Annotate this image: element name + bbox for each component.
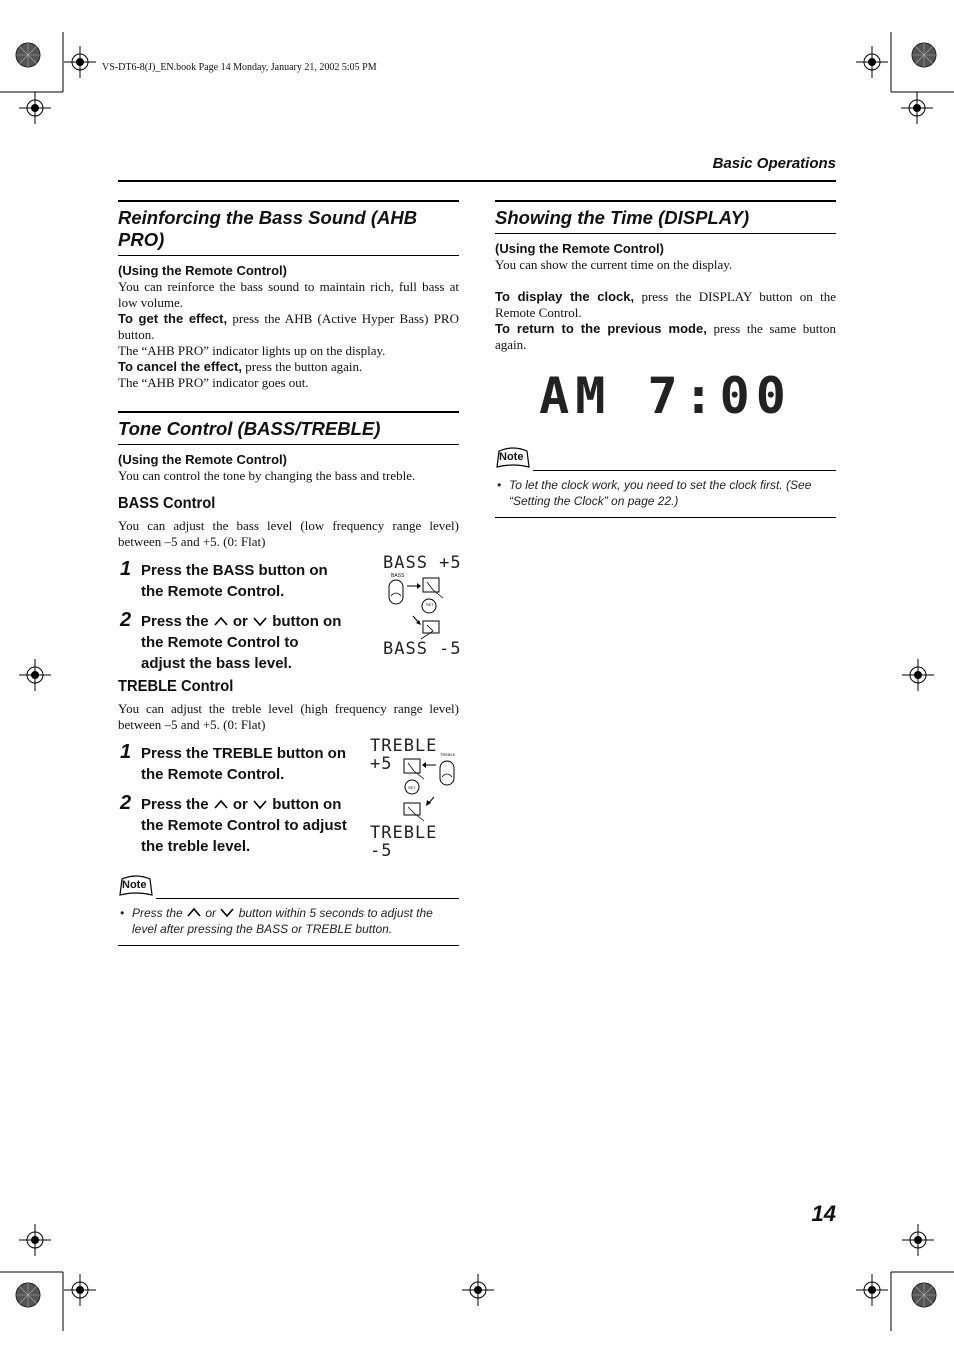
- treble-display-top: TREBLE +5: [370, 736, 438, 774]
- treble-step-1: [118, 743, 353, 785]
- bass-button-label: BASS: [391, 573, 405, 579]
- down-chevron-icon: [252, 798, 268, 810]
- treble-step-2: [118, 794, 353, 857]
- get-lead: To get the effect,: [118, 311, 228, 326]
- book-header: VS-DT6-8(J)_EN.book Page 14 Monday, January 21, 2002 5:05 PM: [102, 62, 377, 73]
- registration-mark-icon: [902, 1224, 934, 1256]
- step-text: or: [228, 613, 253, 630]
- bass-section-intro: You can reinforce the bass sound to maintain rich, full bass at low volume.: [118, 279, 459, 310]
- hand-press-icon: [383, 576, 463, 648]
- registration-mark-icon: [901, 92, 933, 124]
- step-text: Press the: [141, 613, 213, 630]
- tone-section-intro: You can control the tone by changing the bass and treble.: [118, 468, 416, 483]
- registration-mark-icon: [19, 92, 51, 124]
- step-number: 2: [120, 609, 132, 631]
- bass-step-2: [118, 611, 343, 674]
- treble-control-heading: TREBLE Control: [118, 678, 234, 695]
- registration-mark-icon: [64, 1274, 96, 1306]
- bass-control-heading: BASS Control: [118, 495, 216, 512]
- note-text: button within 5 seconds to adjust the level after pressing the BASS or TREBLE button.: [132, 906, 433, 936]
- note-label: Note: [499, 451, 524, 463]
- registration-mark-icon: [64, 46, 96, 78]
- note-text: Press the: [132, 906, 187, 920]
- registration-mark-icon: [19, 659, 51, 691]
- note-bullet: •: [120, 906, 125, 920]
- tone-section-subhead: (Using the Remote Control): [118, 452, 287, 467]
- tone-section-title: Tone Control (BASS/TREBLE): [118, 411, 459, 445]
- note-bullet: •: [497, 478, 502, 492]
- registration-mark-icon: [902, 659, 934, 691]
- indicator-off-text: The “AHB PRO” indicator goes out.: [118, 375, 309, 390]
- top-rule: [118, 180, 836, 182]
- display-note: [495, 447, 836, 518]
- display-clock-instruction: [495, 289, 836, 321]
- clock-lead: To display the clock,: [495, 289, 635, 304]
- return-lead: To return to the previous mode,: [495, 321, 707, 336]
- cancel-lead: To cancel the effect,: [118, 359, 243, 374]
- left-column: [118, 200, 462, 946]
- return-text: press the same button again.: [495, 321, 836, 352]
- indicator-on-text: The “AHB PRO” indicator lights up on the display.: [118, 343, 386, 358]
- bass-section-title: Reinforcing the Bass Sound (AHB PRO): [118, 200, 459, 256]
- bass-section-subhead: (Using the Remote Control): [118, 263, 287, 278]
- registration-mark-icon: [856, 1274, 888, 1306]
- bass-section-get: [118, 311, 459, 343]
- bass-display-bottom: BASS -5: [383, 639, 462, 659]
- registration-mark-icon: [856, 46, 888, 78]
- hand-press-icon: [370, 755, 460, 827]
- clock-display: AM 7:00: [539, 367, 792, 425]
- treble-illustration: [370, 736, 460, 861]
- treble-display-bottom: TREBLE -5: [370, 823, 438, 861]
- step-number: 2: [120, 792, 132, 814]
- set-label: SET: [408, 785, 416, 790]
- note-text: To let the clock work, you need to set the clock first. (See “Setting the Clock” on page 22.): [509, 478, 812, 508]
- treble-button-label: TREBLE: [440, 752, 456, 757]
- step-text: button on the Remote Control to adjust the treble level.: [141, 796, 347, 855]
- note-label: Note: [122, 879, 147, 891]
- up-chevron-icon: [213, 798, 229, 810]
- section-header: Basic Operations: [712, 155, 836, 172]
- step-number: 1: [120, 741, 132, 763]
- step-number: 1: [120, 558, 132, 580]
- display-note-text: [495, 471, 836, 518]
- display-section-subhead: (Using the Remote Control): [495, 241, 664, 256]
- display-return-instruction: [495, 321, 836, 353]
- cancel-text: press the button again.: [242, 359, 363, 374]
- step-text: button on the Remote Control to adjust the bass level.: [141, 613, 342, 672]
- get-text: press the AHB (Active Hyper Bass) PRO button.: [118, 311, 459, 342]
- set-label: SET: [426, 602, 434, 607]
- tone-note-text: [118, 899, 459, 946]
- color-wheel-icon: [16, 1283, 40, 1307]
- step-text: Press the BASS button on the Remote Control.: [141, 562, 328, 600]
- registration-mark-icon: [19, 1224, 51, 1256]
- right-column: [495, 200, 836, 518]
- step-text: Press the: [141, 796, 213, 813]
- bass-illustration: [383, 554, 463, 672]
- color-wheel-icon: [16, 43, 40, 67]
- bass-step-1: [118, 560, 343, 602]
- bass-display-top: BASS +5: [383, 553, 462, 573]
- tone-note: [118, 875, 459, 946]
- registration-mark-icon: [462, 1274, 494, 1306]
- page-number: 14: [811, 1201, 836, 1226]
- treble-control-text: You can adjust the treble level (high frequency range level) between –5 and +5. (0: Flat): [118, 701, 459, 732]
- up-chevron-icon: [186, 906, 202, 918]
- display-section-title: Showing the Time (DISPLAY): [495, 200, 836, 234]
- color-wheel-icon: [912, 1283, 936, 1307]
- bass-steps: [118, 550, 462, 673]
- display-section-intro: You can show the current time on the display.: [495, 257, 733, 272]
- step-text: Press the TREBLE button on the Remote Control.: [141, 745, 347, 783]
- clock-text: press the DISPLAY button on the Remote Control.: [495, 289, 836, 320]
- bass-section-cancel: [118, 359, 459, 375]
- down-chevron-icon: [219, 906, 235, 918]
- up-chevron-icon: [213, 615, 229, 627]
- note-text: or: [202, 906, 220, 920]
- color-wheel-icon: [912, 43, 936, 67]
- step-text: or: [228, 796, 253, 813]
- bass-control-text: You can adjust the bass level (low frequency range level) between –5 and +5. (0: Flat): [118, 518, 459, 549]
- treble-steps: [118, 733, 459, 859]
- down-chevron-icon: [252, 615, 268, 627]
